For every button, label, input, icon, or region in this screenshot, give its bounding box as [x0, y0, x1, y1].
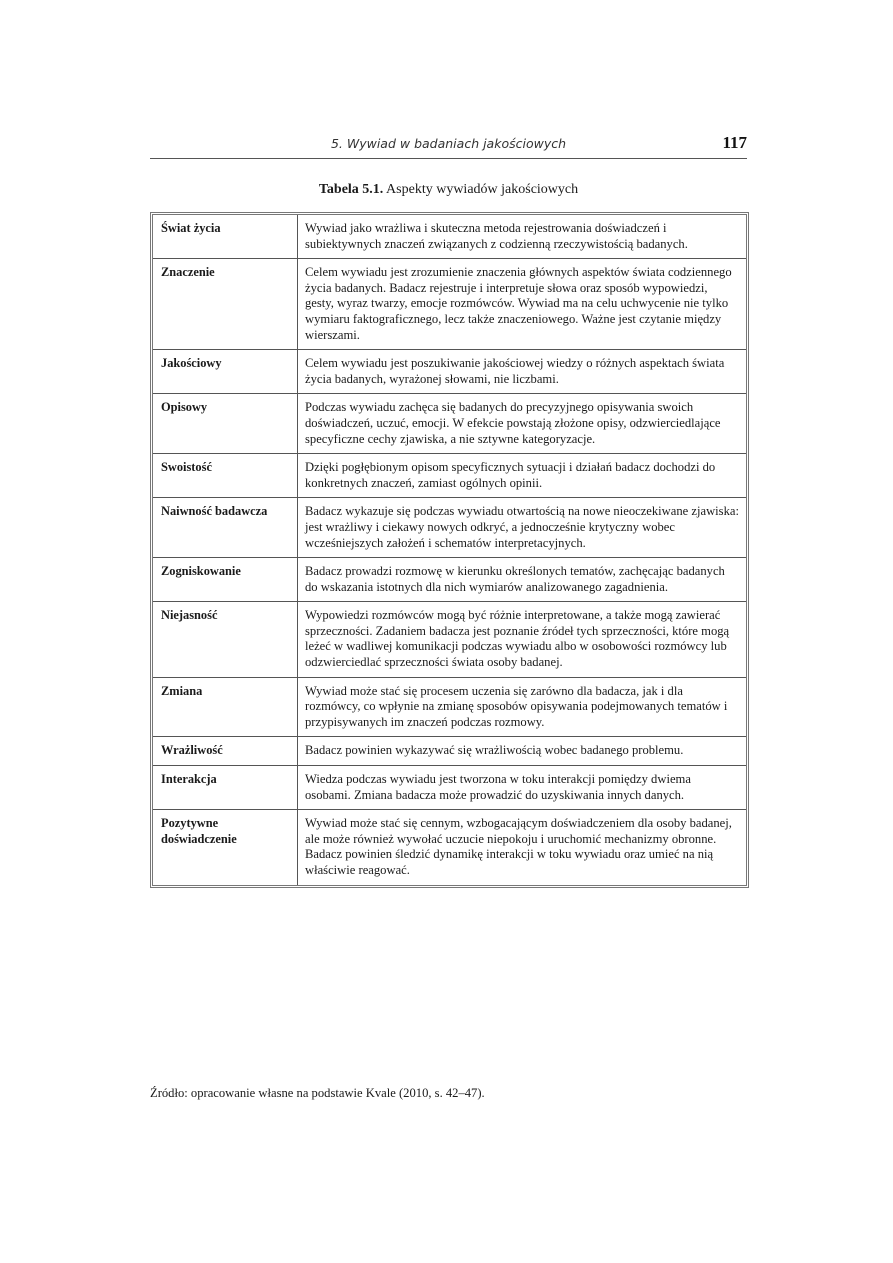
term-cell: Opisowy — [153, 394, 298, 454]
table-row — [153, 498, 746, 558]
description-cell: Badacz prowadzi rozmowę w kierunku określonych tematów, zachęcając badanych do wskazania istotnych dla nich wymiarów analizowanego zagadnienia. — [298, 558, 747, 602]
description-cell: Wywiad może stać się procesem uczenia się zarówno dla badacza, jak i dla rozmówcy, co wpłynie na zmianę sposobów opisywania podejmowanych tematów i przypisywanych im znaczeń podczas rozmowy. — [298, 677, 747, 737]
description-cell: Celem wywiadu jest zrozumienie znaczenia głównych aspektów świata codziennego życia badanych. Badacz rejestruje i interpretuje słowa oraz sposób wypowiedzi, gesty, wyraz twarzy, emocje rozmówców. Wywiad ma na celu uchwycenie nie tylko wymiaru faktograficznego, lecz także znaczeniowego. Ważne jest czytanie między wierszami. — [298, 259, 747, 350]
term-cell: Świat życia — [153, 215, 298, 259]
description-cell: Dzięki pogłębionym opisom specyficznych sytuacji i działań badacz dochodzi do konkretnych znaczeń, zamiast ogólnych opinii. — [298, 454, 747, 498]
table-title: Aspekty wywiadów jakościowych — [386, 182, 579, 197]
table-row — [153, 259, 746, 350]
table-row — [153, 737, 746, 766]
term-cell: Naiwność badawcza — [153, 498, 298, 558]
term-cell: Wrażliwość — [153, 737, 298, 766]
term-cell: Pozytywne doświadczenie — [153, 810, 298, 885]
description-cell: Wywiad jako wrażliwa i skuteczna metoda rejestrowania doświadczeń i subiektywnych znaczeń związanych z codzienną rzeczywistością badanych. — [298, 215, 747, 259]
table-row — [153, 454, 746, 498]
term-cell: Interakcja — [153, 766, 298, 810]
table-label: Tabela 5.1. — [318, 182, 384, 197]
term-cell: Jakościowy — [153, 350, 298, 394]
term-cell: Znaczenie — [153, 259, 298, 350]
aspects-table — [150, 212, 749, 888]
table-row — [153, 215, 746, 259]
table-row — [153, 677, 746, 737]
table-row — [153, 766, 746, 810]
description-cell: Wiedza podczas wywiadu jest tworzona w toku interakcji pomiędzy dwiema osobami. Zmiana badacza może prowadzić do uzyskiwania innych danych. — [298, 766, 747, 810]
term-cell: Swoistość — [153, 454, 298, 498]
description-cell: Wywiad może stać się cennym, wzbogacającym doświadczeniem dla osoby badanej, ale może również wywołać uczucie niepokoju i uruchomić mechanizmy obronne. Badacz powinien śledzić dynamikę interakcji w toku wywiadu oraz umieć na nią właściwie reagować. — [298, 810, 747, 885]
term-cell: Niejasność — [153, 602, 298, 677]
description-cell: Podczas wywiadu zachęca się badanych do precyzyjnego opisywania swoich doświadczeń, uczuć, emocji. W efekcie powstają złożone opisy, odzwierciedlające specyficzne cechy zjawiska, a nie sztywne kategoryzacje. — [298, 394, 747, 454]
table-row — [153, 602, 746, 677]
source-note: Źródło: opracowanie własne na podstawie Kvale (2010, s. 42–47). — [150, 1086, 485, 1100]
page-number: 117 — [722, 133, 747, 152]
description-cell: Badacz powinien wykazywać się wrażliwością wobec badanego problemu. — [298, 737, 747, 766]
term-cell: Zmiana — [153, 677, 298, 737]
description-cell: Celem wywiadu jest poszukiwanie jakościowej wiedzy o różnych aspektach świata życia badanych, wyrażonej słowami, nie liczbami. — [298, 350, 747, 394]
running-header — [150, 134, 747, 159]
table-row — [153, 810, 746, 885]
table-row — [153, 350, 746, 394]
term-cell: Zogniskowanie — [153, 558, 298, 602]
table-caption — [150, 182, 747, 198]
chapter-title: 5. Wywiad w badaniach jakościowych — [330, 136, 567, 151]
description-cell: Badacz wykazuje się podczas wywiadu otwartością na nowe nieoczekiwane zjawiska: jest wrażliwy i ciekawy nowych odkryć, a jednocześnie krytyczny wobec wcześniejszych założeń i schematów interpretacyjnych. — [298, 498, 747, 558]
description-cell: Wypowiedzi rozmówców mogą być różnie interpretowane, a także mogą zawierać sprzeczności. Zadaniem badacza jest poznanie źródeł tych sprzeczności, które mogą leżeć w wadliwej komunikacji podczas wywiadu albo w osobowości rozmówcy lub odzwierciedlać sprzeczności świata osoby badanej. — [298, 602, 747, 677]
table-row — [153, 558, 746, 602]
table-row — [153, 394, 746, 454]
